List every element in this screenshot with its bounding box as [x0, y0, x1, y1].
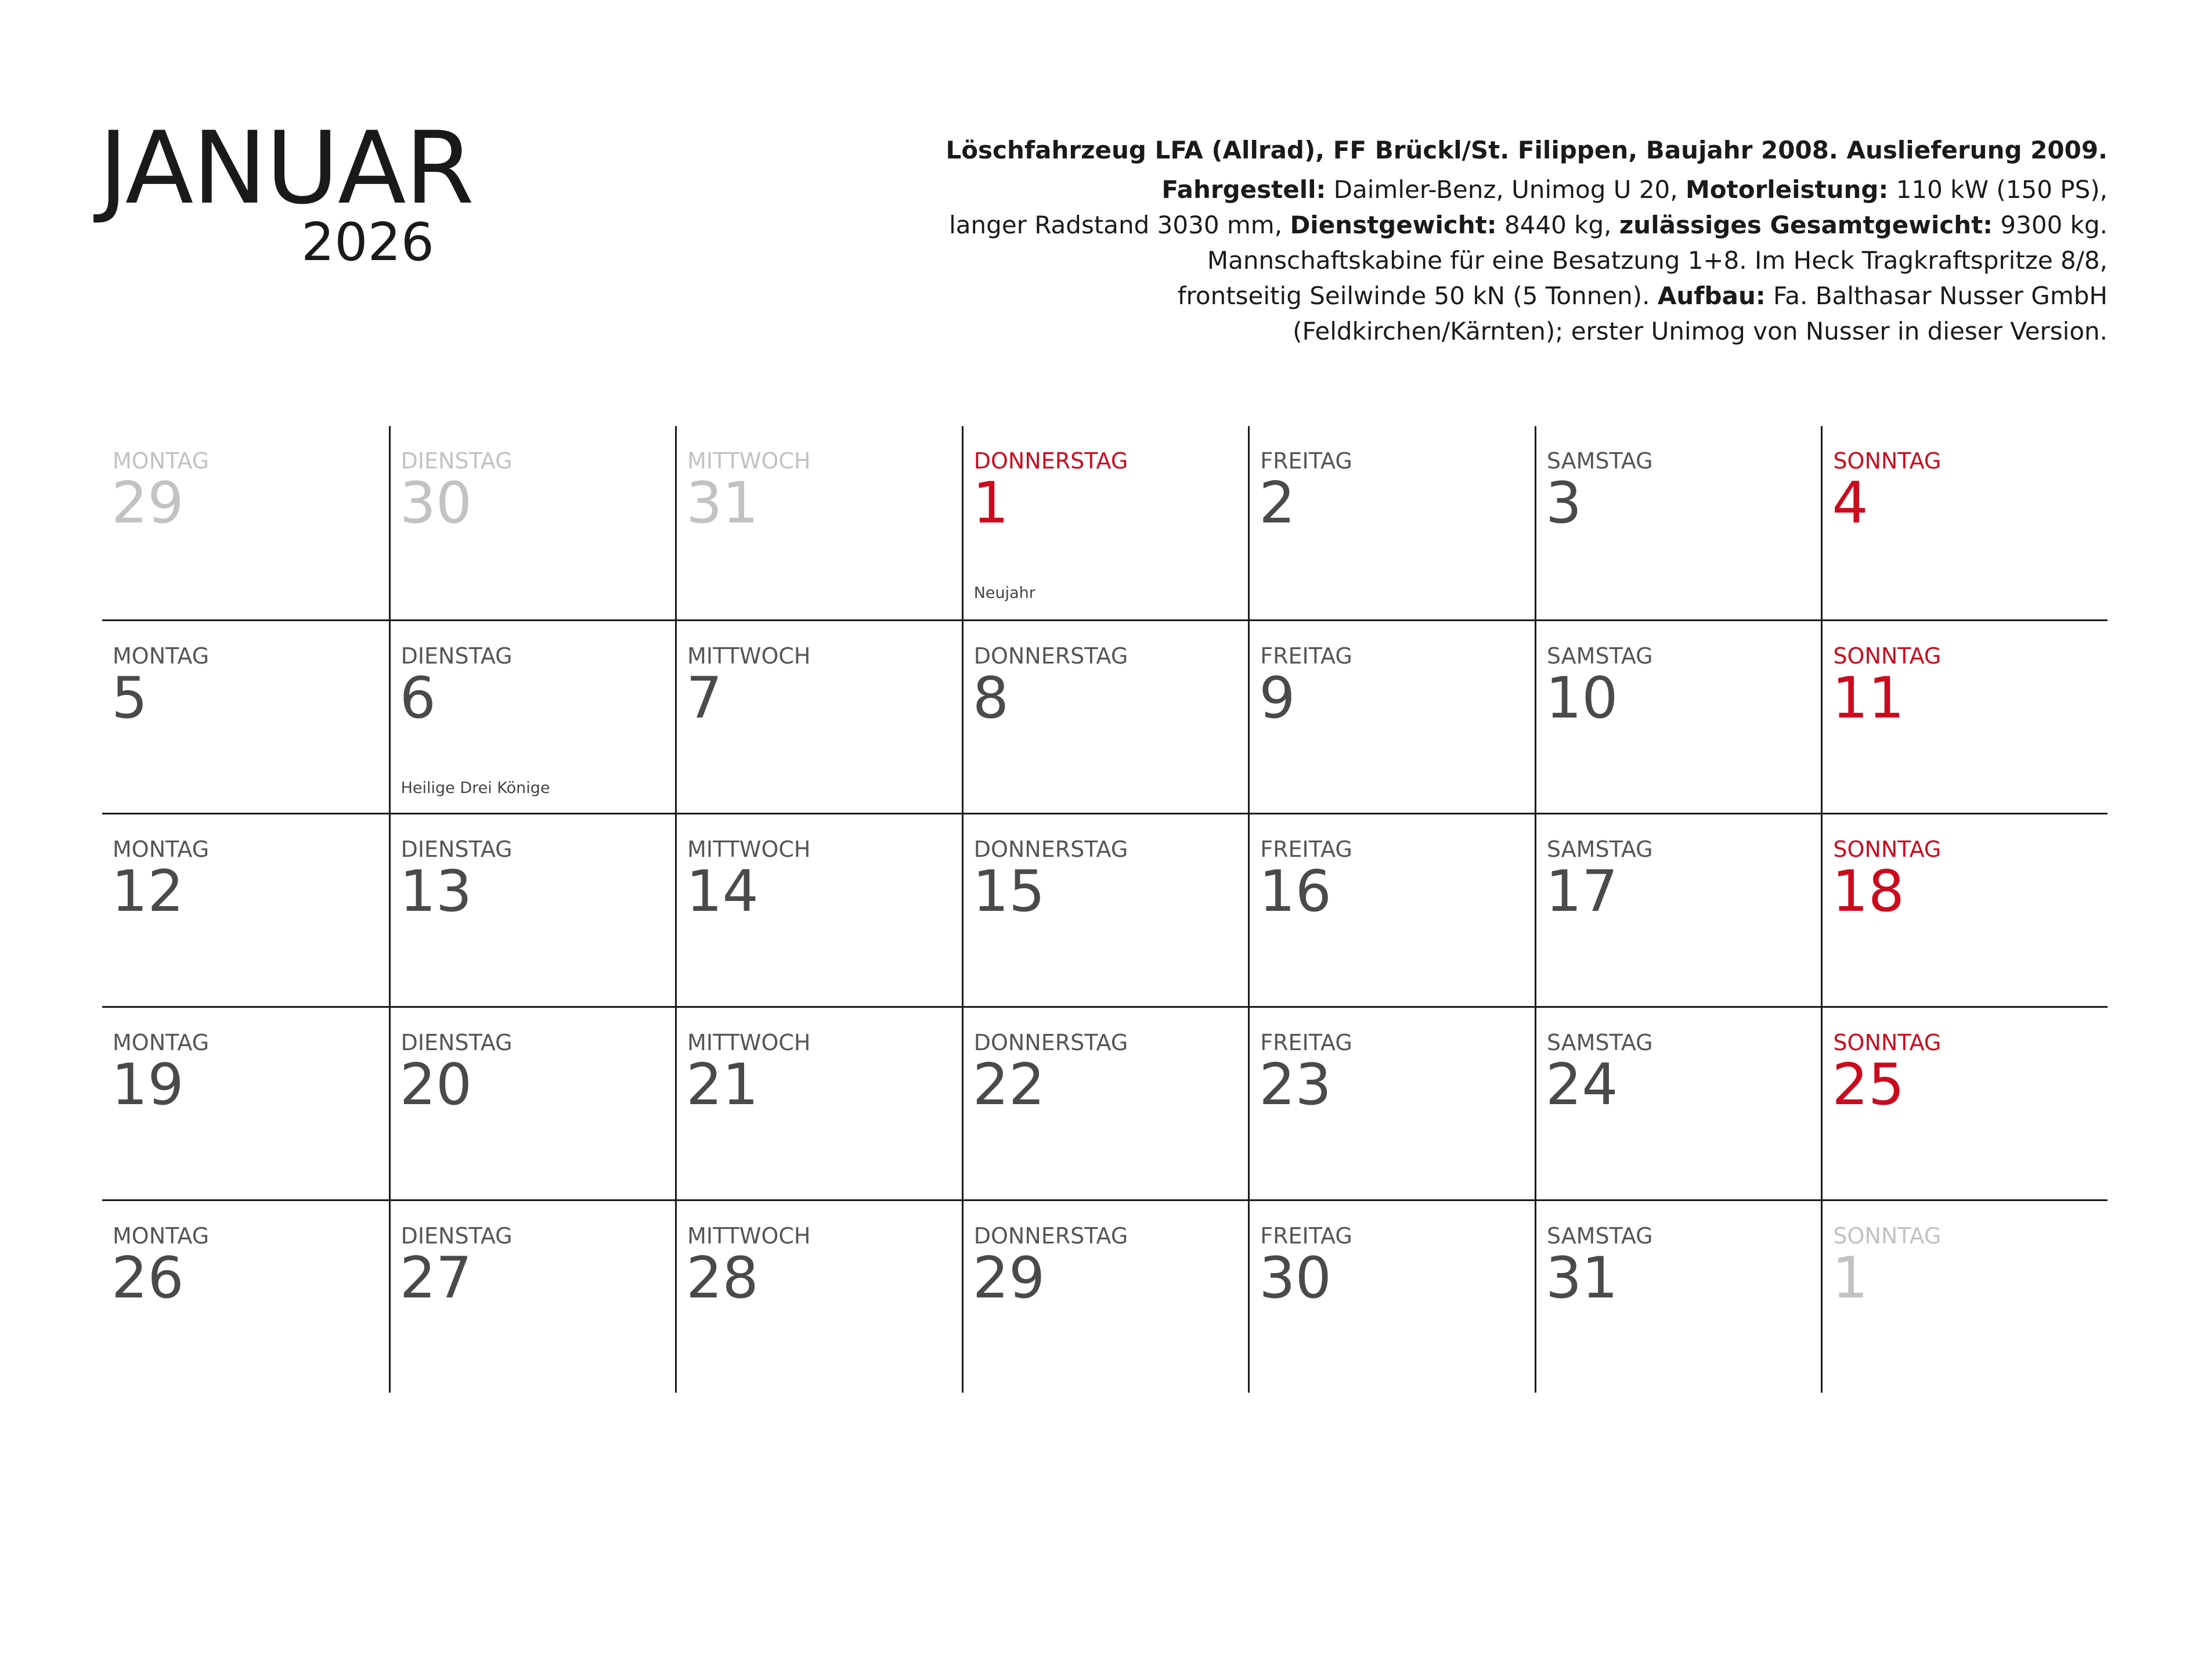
vehicle-description	[889, 131, 2108, 349]
weekday-label: FREITAG	[1260, 448, 1352, 474]
detail-text: Daimler-Benz, Unimog U 20,	[1326, 175, 1686, 204]
day-number: 25	[1832, 1052, 1905, 1118]
day-cell	[962, 1199, 1248, 1393]
month-title: JANUAR	[99, 110, 474, 226]
weekday-label: MONTAG	[113, 837, 210, 862]
weekday-label: MITTWOCH	[687, 448, 811, 474]
vehicle-detail-line	[889, 313, 2108, 349]
day-number: 15	[972, 859, 1045, 925]
weekday-label: MONTAG	[113, 448, 210, 474]
holiday-label: Neujahr	[973, 584, 1035, 602]
day-number: 23	[1259, 1052, 1331, 1118]
vehicle-details	[889, 172, 2108, 349]
vehicle-detail-line	[889, 172, 2108, 207]
weekday-label: SAMSTAG	[1546, 1223, 1653, 1249]
day-cell	[1821, 813, 2108, 1006]
vehicle-headline: Löschfahrzeug LFA (Allrad), FF Brückl/St. Filippen, Baujahr 2008. Auslieferung 2009.	[946, 136, 2108, 164]
day-number: 7	[686, 665, 723, 731]
weekday-label: SAMSTAG	[1546, 643, 1653, 669]
day-cell	[102, 619, 389, 813]
detail-text: (Feldkirchen/Kärnten); erster Unimog von Nusser in dieser Version.	[1293, 317, 2108, 345]
day-number: 10	[1545, 665, 1618, 731]
weekday-label: SONNTAG	[1833, 837, 1942, 862]
weekday-label: DIENSTAG	[400, 448, 513, 474]
detail-label: Motorleistung:	[1685, 175, 1889, 204]
day-cell	[102, 813, 389, 1006]
day-cell	[389, 619, 676, 813]
day-number: 30	[399, 470, 472, 536]
weekday-label: SAMSTAG	[1546, 1030, 1653, 1055]
day-cell	[389, 1199, 676, 1393]
weekday-label: SONNTAG	[1833, 1030, 1942, 1055]
day-cell	[1821, 426, 2108, 619]
weekday-label: SONNTAG	[1833, 448, 1942, 474]
vehicle-detail-line	[889, 278, 2108, 313]
day-cell	[1821, 1199, 2108, 1393]
detail-text: 8440 kg,	[1496, 211, 1619, 239]
day-number: 4	[1832, 470, 1868, 536]
day-number: 1	[1832, 1245, 1868, 1311]
day-cell	[1535, 619, 1821, 813]
day-cell	[1535, 1006, 1821, 1199]
day-number: 3	[1545, 470, 1582, 536]
day-cell	[1248, 1199, 1535, 1393]
weekday-label: MONTAG	[113, 643, 210, 669]
day-number: 18	[1832, 859, 1905, 925]
weekday-label: DONNERSTAG	[973, 1223, 1128, 1249]
weekday-label: FREITAG	[1260, 1223, 1352, 1249]
day-number: 5	[111, 665, 148, 731]
day-cell	[1248, 426, 1535, 619]
weekday-label: DONNERSTAG	[973, 837, 1128, 862]
detail-text: 110 kW (150 PS),	[1888, 175, 2108, 204]
weekday-label: SONNTAG	[1833, 643, 1942, 669]
day-number: 26	[111, 1245, 184, 1311]
day-cell	[1535, 426, 1821, 619]
day-number: 19	[111, 1052, 184, 1118]
day-number: 13	[399, 859, 472, 925]
detail-label: Aufbau:	[1657, 282, 1766, 310]
day-cell	[389, 813, 676, 1006]
day-cell	[962, 426, 1248, 619]
weekday-label: SAMSTAG	[1546, 837, 1653, 862]
month-calendar-grid	[102, 426, 2108, 1393]
day-number: 28	[686, 1245, 759, 1311]
day-number: 14	[686, 859, 759, 925]
weekday-label: MITTWOCH	[687, 837, 811, 862]
weekday-label: MONTAG	[113, 1223, 210, 1249]
day-cell	[675, 426, 962, 619]
weekday-label: FREITAG	[1260, 1030, 1352, 1055]
weekday-label: MONTAG	[113, 1030, 210, 1055]
day-number: 17	[1545, 859, 1618, 925]
day-number: 1	[972, 470, 1009, 536]
day-cell	[102, 1199, 389, 1393]
day-number: 24	[1545, 1052, 1618, 1118]
weekday-label: DIENSTAG	[400, 837, 513, 862]
weekday-label: FREITAG	[1260, 643, 1352, 669]
weekday-label: MITTWOCH	[687, 643, 811, 669]
detail-text: 9300 kg.	[1993, 211, 2108, 239]
day-cell	[1821, 619, 2108, 813]
holiday-label: Heilige Drei Könige	[400, 779, 550, 797]
weekday-label: DONNERSTAG	[973, 1030, 1128, 1055]
day-cell	[389, 426, 676, 619]
weekday-label: SONNTAG	[1833, 1223, 1942, 1249]
day-number: 21	[686, 1052, 759, 1118]
day-number: 29	[972, 1245, 1045, 1311]
weekday-label: MITTWOCH	[687, 1223, 811, 1249]
day-cell	[1821, 1006, 2108, 1199]
weekday-label: FREITAG	[1260, 837, 1352, 862]
detail-text: frontseitig Seilwinde 50 kN (5 Tonnen).	[1177, 282, 1658, 310]
day-number: 2	[1259, 470, 1296, 536]
detail-label: Dienstgewicht:	[1290, 211, 1497, 239]
day-number: 27	[399, 1245, 472, 1311]
detail-text: Mannschaftskabine für eine Besatzung 1+8. Im Heck Tragkraftspritze 8/8,	[1207, 246, 2108, 275]
day-cell	[389, 1006, 676, 1199]
day-cell	[675, 813, 962, 1006]
day-number: 11	[1832, 665, 1905, 731]
day-cell	[1535, 813, 1821, 1006]
weekday-label: DIENSTAG	[400, 1030, 513, 1055]
day-number: 16	[1259, 859, 1331, 925]
detail-label: zulässiges Gesamtgewicht:	[1619, 211, 1993, 239]
day-cell	[1248, 619, 1535, 813]
weekday-label: MITTWOCH	[687, 1030, 811, 1055]
detail-label: Fahrgestell:	[1161, 175, 1326, 204]
vehicle-detail-line	[889, 243, 2108, 278]
vehicle-detail-line	[889, 207, 2108, 243]
day-cell	[675, 1199, 962, 1393]
day-cell	[102, 1006, 389, 1199]
detail-text: langer Radstand 3030 mm,	[949, 211, 1290, 239]
detail-text: Fa. Balthasar Nusser GmbH	[1765, 282, 2108, 310]
day-number: 20	[399, 1052, 472, 1118]
day-number: 22	[972, 1052, 1045, 1118]
weekday-label: DONNERSTAG	[973, 448, 1128, 474]
weekday-label: DONNERSTAG	[973, 643, 1128, 669]
day-number: 30	[1259, 1245, 1331, 1311]
day-cell	[1535, 1199, 1821, 1393]
day-number: 9	[1259, 665, 1296, 731]
day-number: 31	[1545, 1245, 1618, 1311]
day-cell	[1248, 813, 1535, 1006]
day-cell	[675, 1006, 962, 1199]
day-number: 6	[399, 665, 436, 731]
day-cell	[962, 1006, 1248, 1199]
weekday-label: DIENSTAG	[400, 643, 513, 669]
day-number: 8	[972, 665, 1009, 731]
day-cell	[102, 426, 389, 619]
weekday-label: DIENSTAG	[400, 1223, 513, 1249]
day-cell	[675, 619, 962, 813]
day-cell	[1248, 1006, 1535, 1199]
day-number: 29	[111, 470, 184, 536]
day-number: 12	[111, 859, 184, 925]
day-cell	[962, 813, 1248, 1006]
day-cell	[962, 619, 1248, 813]
day-number: 31	[686, 470, 759, 536]
year-title: 2026	[301, 212, 434, 273]
weekday-label: SAMSTAG	[1546, 448, 1653, 474]
